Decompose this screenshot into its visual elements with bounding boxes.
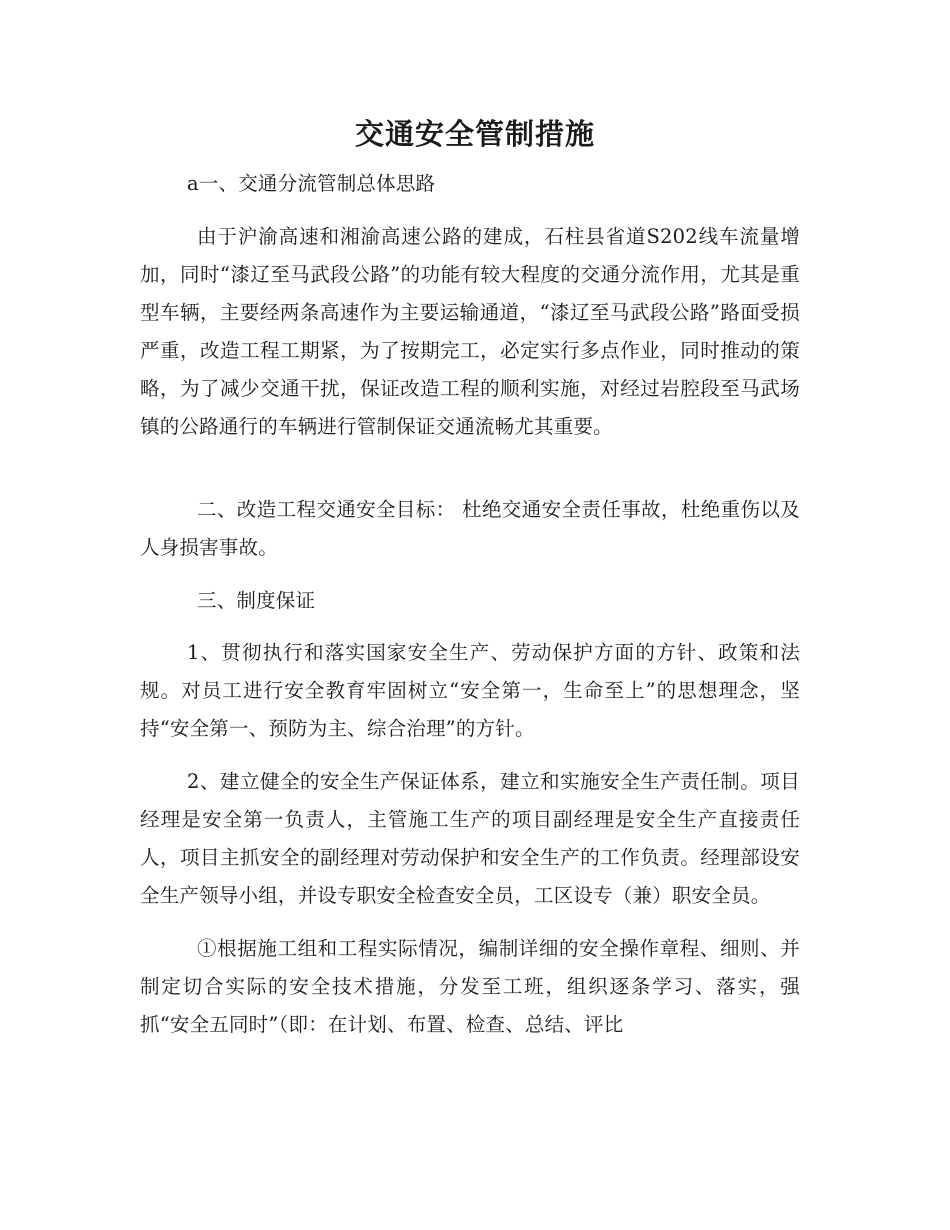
paragraph-safety-goal: 二、改造工程交通安全目标： 杜绝交通安全责任事故，杜绝重伤以及人身损害事故。 — [140, 498, 800, 559]
paragraph-item-2: 2、建立健全的安全生产保证体系，建立和实施安全生产责任制。项目经理是安全第一负责人，主管施工生产的项目副经理是安全生产直接责任人，项目主抓安全的副经理对劳动保护和安全生产的工作负责。经理部设安全生产领导小组，并设专职安全检查安全员，工区设专（兼）职安全员。 — [140, 770, 800, 907]
section-heading-system: 三、制度保证 — [197, 589, 316, 612]
paragraph-background: 由于沪渝高速和湘渝高速公路的建成，石柱县省道S202线车流量增加，同时“漆辽至马武段公路”的功能有较大程度的交通分流作用，尤其是重型车辆，主要经两条高速作为主要运输通道，“漆辽至马武段公路”路面受损严重，改造工程工期紧，为了按期完工，必定实行多点作业，同时推动的策略，为了减少交通干扰，保证改造工程的顺利实施，对经过岩腔段至马武场镇的公路通行的车辆进行管制保证交通流畅尤其重要。 — [140, 225, 800, 438]
document-title: 交通安全管制措施 — [354, 117, 595, 151]
section-heading-overview: a一、交通分流管制总体思路 — [187, 172, 436, 195]
paragraph-item-1: 1、贯彻执行和落实国家安全生产、劳动保护方面的方针、政策和法规。对员工进行安全教育牢固树立“安全第一，生命至上”的思想理念，坚持“安全第一、预防为主、综合治理”的方针。 — [140, 641, 800, 740]
paragraph-subitem-1: ①根据施工组和工程实际情况，编制详细的安全操作章程、细则、并制定切合实际的安全技术措施，分发至工班，组织逐条学习、落实，强抓“安全五同时”（即：在计划、布置、检查、总结、评比 — [140, 937, 800, 1036]
